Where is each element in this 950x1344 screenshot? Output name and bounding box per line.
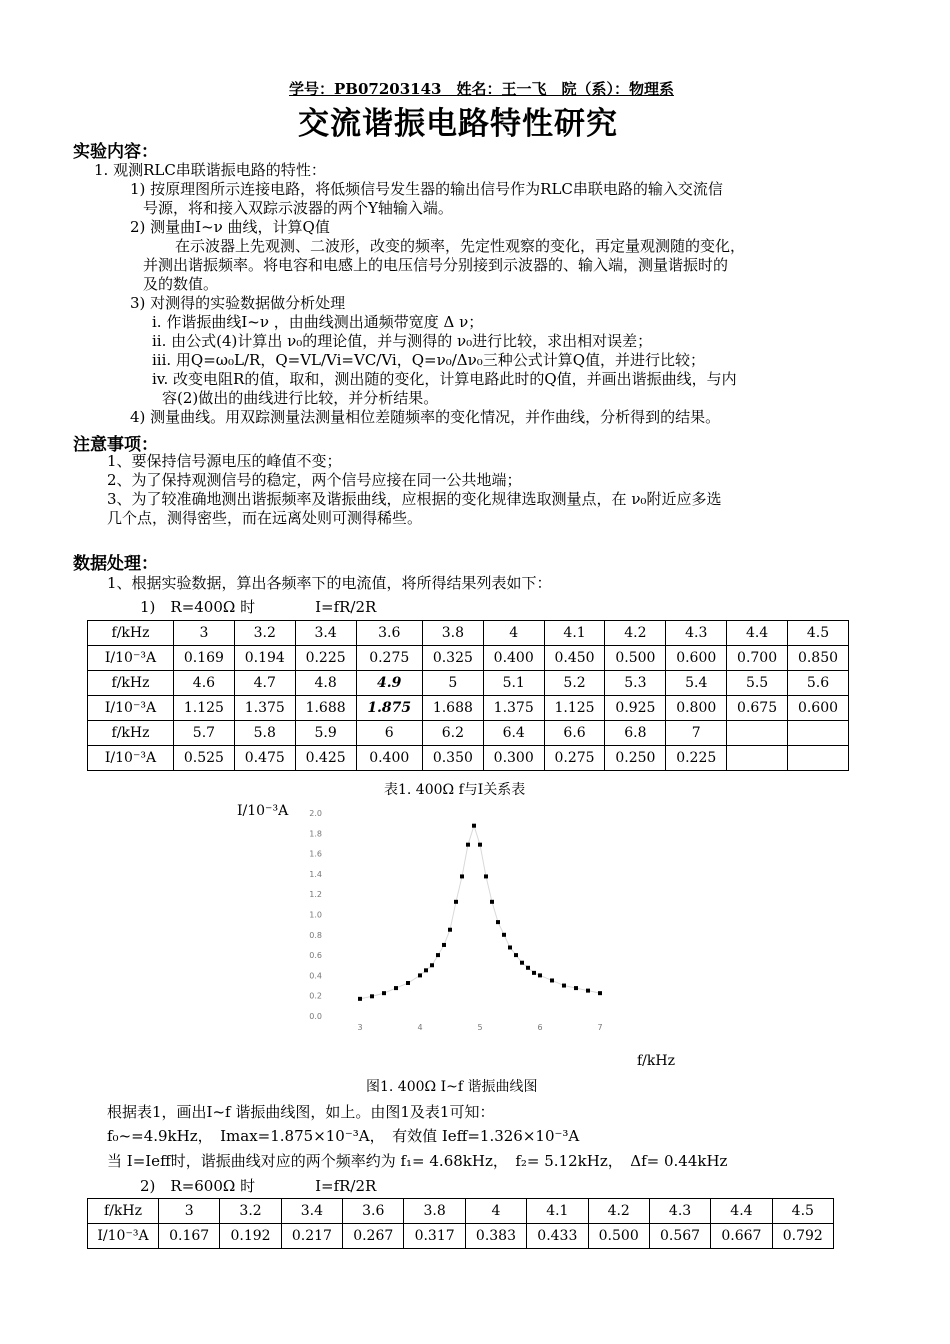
student-info: 学号：PB07203143 姓名：王一飞 院（系）：物理系 (289, 80, 674, 98)
sub-3: 3) 对测得的实验数据做分析处理 (130, 294, 346, 312)
table-cell: 0.300 (483, 746, 544, 771)
table-row (88, 646, 849, 671)
table-cell: 3.6 (343, 1199, 404, 1224)
table-cell: 0.275 (356, 646, 422, 671)
table-cell (727, 746, 788, 771)
row-header-cell: f/kHz (88, 721, 174, 746)
table-cell: 0.700 (727, 646, 788, 671)
table-cell: 7 (666, 721, 727, 746)
table-cell: 4.5 (772, 1199, 833, 1224)
table-cell: 0.267 (343, 1224, 404, 1249)
table-cell: 0.400 (483, 646, 544, 671)
sub-3-iv-line-1: iv. 改变电阻R的值，取和，测出随的变化，计算电路此时的Q值，并画出谐振曲线，与内 (152, 370, 737, 388)
data-point (418, 973, 422, 977)
notes-heading: 注意事项： (73, 435, 158, 455)
data-point (406, 981, 410, 985)
data-point (472, 824, 476, 828)
table-cell: 3.4 (281, 1199, 342, 1224)
sub-2-para-2: 并测出谐振频率。将电容和电感上的电压信号分别接到示波器的、输入端，测量谐振时的 (143, 256, 729, 274)
data-point (430, 963, 434, 967)
data-point (550, 978, 554, 982)
table-cell: 0.600 (666, 646, 727, 671)
data-point (514, 953, 518, 957)
data-point (448, 928, 452, 932)
sub-1-line-2: 号源，将和接入双踪示波器的两个Y轴输入端。 (143, 199, 453, 217)
table-cell: 5.5 (727, 671, 788, 696)
page-title: 交流谐振电路特性研究 (298, 106, 618, 142)
table-cell: 0.167 (159, 1224, 220, 1249)
table-cell (788, 746, 849, 771)
table-cell: 0.275 (544, 746, 605, 771)
table-cell: 0.433 (527, 1224, 588, 1249)
y-tick-label: 0.6 (309, 951, 322, 961)
sub-2: 2) 测量曲I~ν 曲线，计算Q值 (130, 218, 330, 236)
table-cell: 0.425 (295, 746, 356, 771)
sub-2-para-1: 在示波器上先观测、二波形，改变的频率，先定性观察的变化，再定量观测随的变化， (175, 237, 746, 255)
data-point (460, 874, 464, 878)
table-cell: 5.6 (788, 671, 849, 696)
table-cell: 3.4 (295, 621, 356, 646)
table-cell: 4.8 (295, 671, 356, 696)
table-cell: 4.3 (666, 621, 727, 646)
table-cell: 0.192 (220, 1224, 281, 1249)
table-cell: 6 (356, 721, 422, 746)
table-cell: 4 (483, 621, 544, 646)
table-cell: 0.383 (465, 1224, 526, 1249)
sub-3-iv-line-2: 容(2)做出的曲线进行比较，并分析结果。 (162, 389, 439, 407)
table-row (88, 1224, 834, 1249)
table-cell: 3.2 (220, 1199, 281, 1224)
table-r400 (87, 620, 849, 771)
table-cell: 6.4 (483, 721, 544, 746)
analysis-line-2: f₀~=4.9kHz， Imax=1.875×10⁻³A， 有效值 Ieff=1.326×10⁻³A (107, 1127, 580, 1145)
table-cell: 5.8 (234, 721, 295, 746)
sub-2-para-3: 及的数值。 (143, 275, 219, 293)
table-row (88, 721, 849, 746)
table-cell: 4.1 (544, 621, 605, 646)
data-point (520, 961, 524, 965)
data-point (532, 971, 536, 975)
table-cell: 6.8 (605, 721, 666, 746)
table-row (88, 621, 849, 646)
x-tick-label: 3 (357, 1023, 363, 1032)
row-header-cell: f/kHz (88, 621, 174, 646)
table-cell: 1.375 (483, 696, 544, 721)
resonance-chart (300, 800, 640, 1040)
data-point (598, 991, 602, 995)
table-cell: 0.475 (234, 746, 295, 771)
data-point (496, 920, 500, 924)
table-cell: 0.500 (605, 646, 666, 671)
table-cell: 5.7 (174, 721, 235, 746)
data-point (454, 900, 458, 904)
table-cell: 0.400 (356, 746, 422, 771)
sub-3-ii: ii. 由公式(4)计算出 ν₀的理论值，并与测得的 ν₀进行比较，求出相对误差； (152, 332, 653, 350)
row-header-cell: I/10⁻³A (88, 696, 174, 721)
data-point (424, 968, 428, 972)
table-cell: 5.9 (295, 721, 356, 746)
data-point (370, 994, 374, 998)
table-row (88, 746, 849, 771)
table-cell: 4.5 (788, 621, 849, 646)
table-row (88, 1199, 834, 1224)
item-1: 1. 观测RLC串联谐振电路的特性： (94, 161, 326, 179)
row-header-cell: f/kHz (88, 671, 174, 696)
table-cell: 3.6 (356, 621, 422, 646)
sub-4: 4) 测量曲线。用双踪测量法测量相位差随频率的变化情况，并作曲线，分析得到的结果。 (130, 408, 721, 426)
data-point (442, 943, 446, 947)
table-cell: 3 (159, 1199, 220, 1224)
data-point (502, 933, 506, 937)
y-tick-label: 0.8 (309, 930, 322, 940)
data-point (562, 984, 566, 988)
y-tick-label: 0.0 (309, 1012, 322, 1021)
table-cell: 4.4 (711, 1199, 772, 1224)
table-cell: 5 (422, 671, 483, 696)
y-tick-label: 0.4 (309, 971, 322, 981)
analysis-line-3: 当 I=Ieff时，谐振曲线对应的两个频率约为 f₁= 4.68kHz， f₂= 5.12kHz， Δf= 0.44kHz (107, 1152, 728, 1170)
table-cell: 0.225 (295, 646, 356, 671)
table-cell: 0.169 (174, 646, 235, 671)
table-cell: 3.8 (404, 1199, 465, 1224)
note-3-line-1: 3、为了较准确地测出谐振频率及谐振曲线，应根据的变化规律选取测量点，在 ν₀附近应多选 (107, 490, 722, 508)
data-point (382, 991, 386, 995)
data-heading: 数据处理： (73, 554, 158, 574)
chart-x-label: f/kHz (637, 1053, 675, 1069)
table-cell: 0.450 (544, 646, 605, 671)
case-2-label: 2) R=600Ω 时 I=fR/2R (140, 1177, 377, 1195)
data-point (526, 966, 530, 970)
table-cell: 3 (174, 621, 235, 646)
table-cell: 4.9 (356, 671, 422, 696)
table-cell: 4.2 (588, 1199, 649, 1224)
note-1: 1、要保持信号源电压的峰值不变； (107, 452, 342, 470)
table-cell: 5.2 (544, 671, 605, 696)
data-point (466, 843, 470, 847)
data-point (358, 997, 362, 1001)
table-cell: 6.2 (422, 721, 483, 746)
table-cell: 4.6 (174, 671, 235, 696)
table-cell: 0.675 (727, 696, 788, 721)
sub-3-i: i. 作谐振曲线I~ν ，由曲线测出通频带宽度 Δ ν； (152, 313, 484, 331)
table-cell: 0.600 (788, 696, 849, 721)
table-cell: 4.2 (605, 621, 666, 646)
table-1-caption: 表1. 400Ω f与I关系表 (384, 782, 526, 798)
note-3-line-2: 几个点，测得密些，而在远离处则可测得稀些。 (107, 509, 423, 527)
x-tick-label: 6 (537, 1023, 543, 1032)
table-cell: 1.688 (422, 696, 483, 721)
y-tick-label: 1.8 (309, 829, 322, 839)
table-cell: 0.217 (281, 1224, 342, 1249)
data-point (538, 973, 542, 977)
table-cell: 0.317 (404, 1224, 465, 1249)
table-cell: 1.125 (544, 696, 605, 721)
x-tick-label: 5 (477, 1023, 483, 1032)
x-tick-label: 4 (417, 1023, 423, 1032)
data-point (394, 986, 398, 990)
data-point (490, 900, 494, 904)
table-cell: 4.1 (527, 1199, 588, 1224)
table-cell: 5.4 (666, 671, 727, 696)
chart-y-label: I/10⁻³A (237, 803, 289, 819)
table-cell: 0.525 (174, 746, 235, 771)
data-intro: 1、根据实验数据，算出各频率下的电流值，将所得结果列表如下： (107, 574, 552, 592)
table-cell: 0.250 (605, 746, 666, 771)
y-tick-label: 2.0 (309, 809, 322, 818)
table-cell: 4.3 (649, 1199, 710, 1224)
data-point (484, 874, 488, 878)
table-row (88, 671, 849, 696)
x-tick-label: 7 (597, 1023, 603, 1032)
table-cell: 1.125 (174, 696, 235, 721)
case-1-label: 1) R=400Ω 时 I=fR/2R (140, 598, 377, 616)
data-point (586, 989, 590, 993)
table-cell: 0.350 (422, 746, 483, 771)
sub-1-line-1: 1) 按原理图所示连接电路，将低频信号发生器的输出信号作为RLC串联电路的输入交流信 (130, 180, 723, 198)
table-cell: 1.375 (234, 696, 295, 721)
table-r600 (87, 1198, 834, 1249)
y-tick-label: 1.2 (309, 890, 322, 900)
table-cell: 6.6 (544, 721, 605, 746)
table-cell: 0.567 (649, 1224, 710, 1249)
table-cell: 5.3 (605, 671, 666, 696)
table-cell: 4.4 (727, 621, 788, 646)
data-point (574, 986, 578, 990)
table-cell: 0.925 (605, 696, 666, 721)
table-cell: 0.792 (772, 1224, 833, 1249)
content-heading: 实验内容： (73, 142, 158, 162)
data-point (478, 843, 482, 847)
table-cell: 4.7 (234, 671, 295, 696)
table-cell: 1.875 (356, 696, 422, 721)
table-cell: 0.850 (788, 646, 849, 671)
table-cell: 1.688 (295, 696, 356, 721)
table-cell: 4 (465, 1199, 526, 1224)
data-point (436, 953, 440, 957)
row-header-cell: I/10⁻³A (88, 1224, 159, 1249)
table-cell: 0.225 (666, 746, 727, 771)
sub-3-iii: iii. 用Q=ω₀L/R，Q=VL/Vi=VC/Vi，Q=ν₀/Δν₀三种公式计算Q值，并进行比较； (152, 351, 706, 369)
data-point (508, 945, 512, 949)
table-cell: 0.667 (711, 1224, 772, 1249)
note-2: 2、为了保持观测信号的稳定，两个信号应接在同一公共地端； (107, 471, 522, 489)
row-header-cell: I/10⁻³A (88, 646, 174, 671)
row-header-cell: I/10⁻³A (88, 746, 174, 771)
row-header-cell: f/kHz (88, 1199, 159, 1224)
series-line (360, 826, 600, 999)
y-tick-label: 1.4 (309, 869, 322, 879)
table-cell: 3.2 (234, 621, 295, 646)
table-cell: 0.194 (234, 646, 295, 671)
table-cell: 0.325 (422, 646, 483, 671)
table-cell: 0.800 (666, 696, 727, 721)
table-row (88, 696, 849, 721)
y-tick-label: 1.6 (309, 849, 322, 859)
table-cell: 0.500 (588, 1224, 649, 1249)
table-cell (788, 721, 849, 746)
figure-1-caption: 图1. 400Ω I~f 谐振曲线图 (366, 1079, 538, 1095)
table-cell (727, 721, 788, 746)
table-cell: 5.1 (483, 671, 544, 696)
y-tick-label: 1.0 (309, 910, 322, 920)
analysis-line-1: 根据表1，画出I~f 谐振曲线图，如上。由图1及表1可知： (107, 1103, 495, 1121)
y-tick-label: 0.2 (309, 991, 322, 1001)
table-cell: 3.8 (422, 621, 483, 646)
